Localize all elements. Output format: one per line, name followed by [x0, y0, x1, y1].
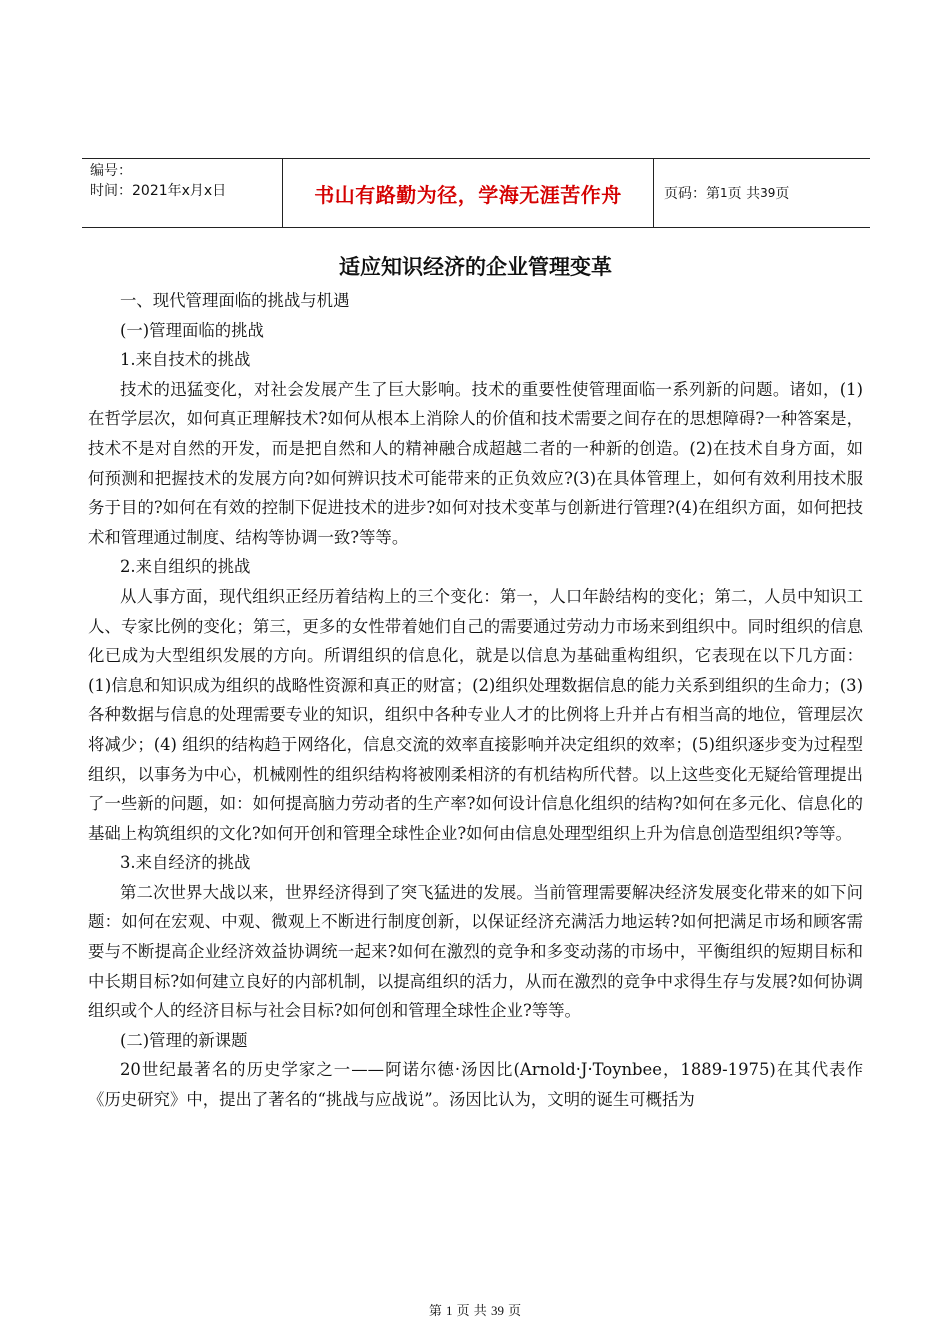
document-number-label: 编号：	[90, 163, 132, 179]
document-body	[88, 248, 863, 1115]
item-heading: 1.来自技术的挑战	[120, 350, 251, 370]
body-paragraph: 20世纪最著名的历史学家之一——阿诺尔德·汤因比(Arnold·J·Toynbee，1889-1975)在其代表作《历史研究》中，提出了著名的“挑战与应战说”。汤因比认为，文明的诞生可概括为	[88, 1060, 863, 1110]
header-page-prefix: 页码：第	[664, 186, 720, 202]
document-title: 适应知识经济的企业管理变革	[339, 255, 612, 279]
subsection-heading: (一)管理面临的挑战	[120, 320, 264, 340]
document-time-label: 时间：2021年x月x日	[90, 183, 227, 199]
subsection-heading: (二)管理的新课题	[120, 1030, 248, 1050]
section-heading: 一、现代管理面临的挑战与机遇	[120, 291, 350, 310]
item-heading: 3.来自经济的挑战	[120, 853, 251, 873]
header-page-cell	[654, 159, 870, 227]
page-footer	[0, 1300, 950, 1319]
header-motto-cell	[282, 159, 654, 227]
footer-page-total: 39	[490, 1303, 504, 1318]
header-page-total: 39	[760, 186, 776, 200]
header-page-mid: 页 共	[727, 186, 761, 202]
footer-suffix: 页	[508, 1304, 522, 1319]
header-page-suffix: 页	[775, 186, 790, 202]
header-motto: 书山有路勤为径，学海无涯苦作舟	[314, 182, 622, 207]
footer-mid: 页 共	[456, 1304, 487, 1319]
header-meta-cell	[82, 159, 282, 227]
footer-page-current: 1	[446, 1303, 453, 1318]
footer-prefix: 第	[428, 1304, 442, 1319]
document-header-table	[82, 158, 870, 228]
item-heading: 2.来自组织的挑战	[120, 557, 251, 577]
body-paragraph: 技术的迅猛变化，对社会发展产生了巨大影响。技术的重要性使管理面临一系列新的问题。诸如，(1)在哲学层次，如何真正理解技术?如何从根本上消除人的价值和技术需要之间存在的思想障碍?一种答案是，技术不是对自然的开发，而是把自然和人的精神融合成超越二者的一种新的创造。(2)在技术自身方面，如何预测和把握技术的发展方向?如何辨识技术可能带来的正负效应?(3)在具体管理上，如何有效利用技术服务于目的?如何在有效的控制下促进技术的进步?如何对技术变革与创新进行管理?(4)在组织方面，如何把技术和管理通过制度、结构等协调一致?等等。	[88, 379, 863, 547]
header-page-current: 1	[720, 186, 728, 200]
body-paragraph: 第二次世界大战以来，世界经济得到了突飞猛进的发展。当前管理需要解决经济发展变化带来的如下问题：如何在宏观、中观、微观上不断进行制度创新，以保证经济充满活力地运转?如何把满足市场和顾客需要与不断提高企业经济效益协调统一起来?如何在激烈的竞争和多变动荡的市场中，平衡组织的短期目标和中长期目标?如何建立良好的内部机制，以提高组织的活力，从而在激烈的竞争中求得生存与发展?如何协调组织或个人的经济目标与社会目标?如何创和管理全球性企业?等等。	[88, 882, 863, 1021]
body-paragraph: 从人事方面，现代组织正经历着结构上的三个变化：第一，人口年龄结构的变化；第二，人员中知识工人、专家比例的变化；第三，更多的女性带着她们自己的需要通过劳动力市场来到组织中。同时组织的信息化已成为大型组织发展的方向。所谓组织的信息化，就是以信息为基础重构组织，它表现在以下几方面：(1)信息和知识成为组织的战略性资源和真正的财富；(2)组织处理数据信息的能力关系到组织的生命力；(3)各种数据与信息的处理需要专业的知识，组织中各种专业人才的比例将上升并占有相当高的地位，管理层次将减少；(4) 组织的结构趋于网络化，信息交流的效率直接影响并决定组织的效率；(5)组织逐步变为过程型组织，以事务为中心，机械刚性的组织结构将被刚柔相济的有机结构所代替。以上这些变化无疑给管理提出了一些新的问题，如：如何提高脑力劳动者的生产率?如何设计信息化组织的结构?如何在多元化、信息化的基础上构筑组织的文化?如何开创和管理全球性企业?如何由信息处理型组织上升为信息创造型组织?等等。	[88, 586, 863, 843]
